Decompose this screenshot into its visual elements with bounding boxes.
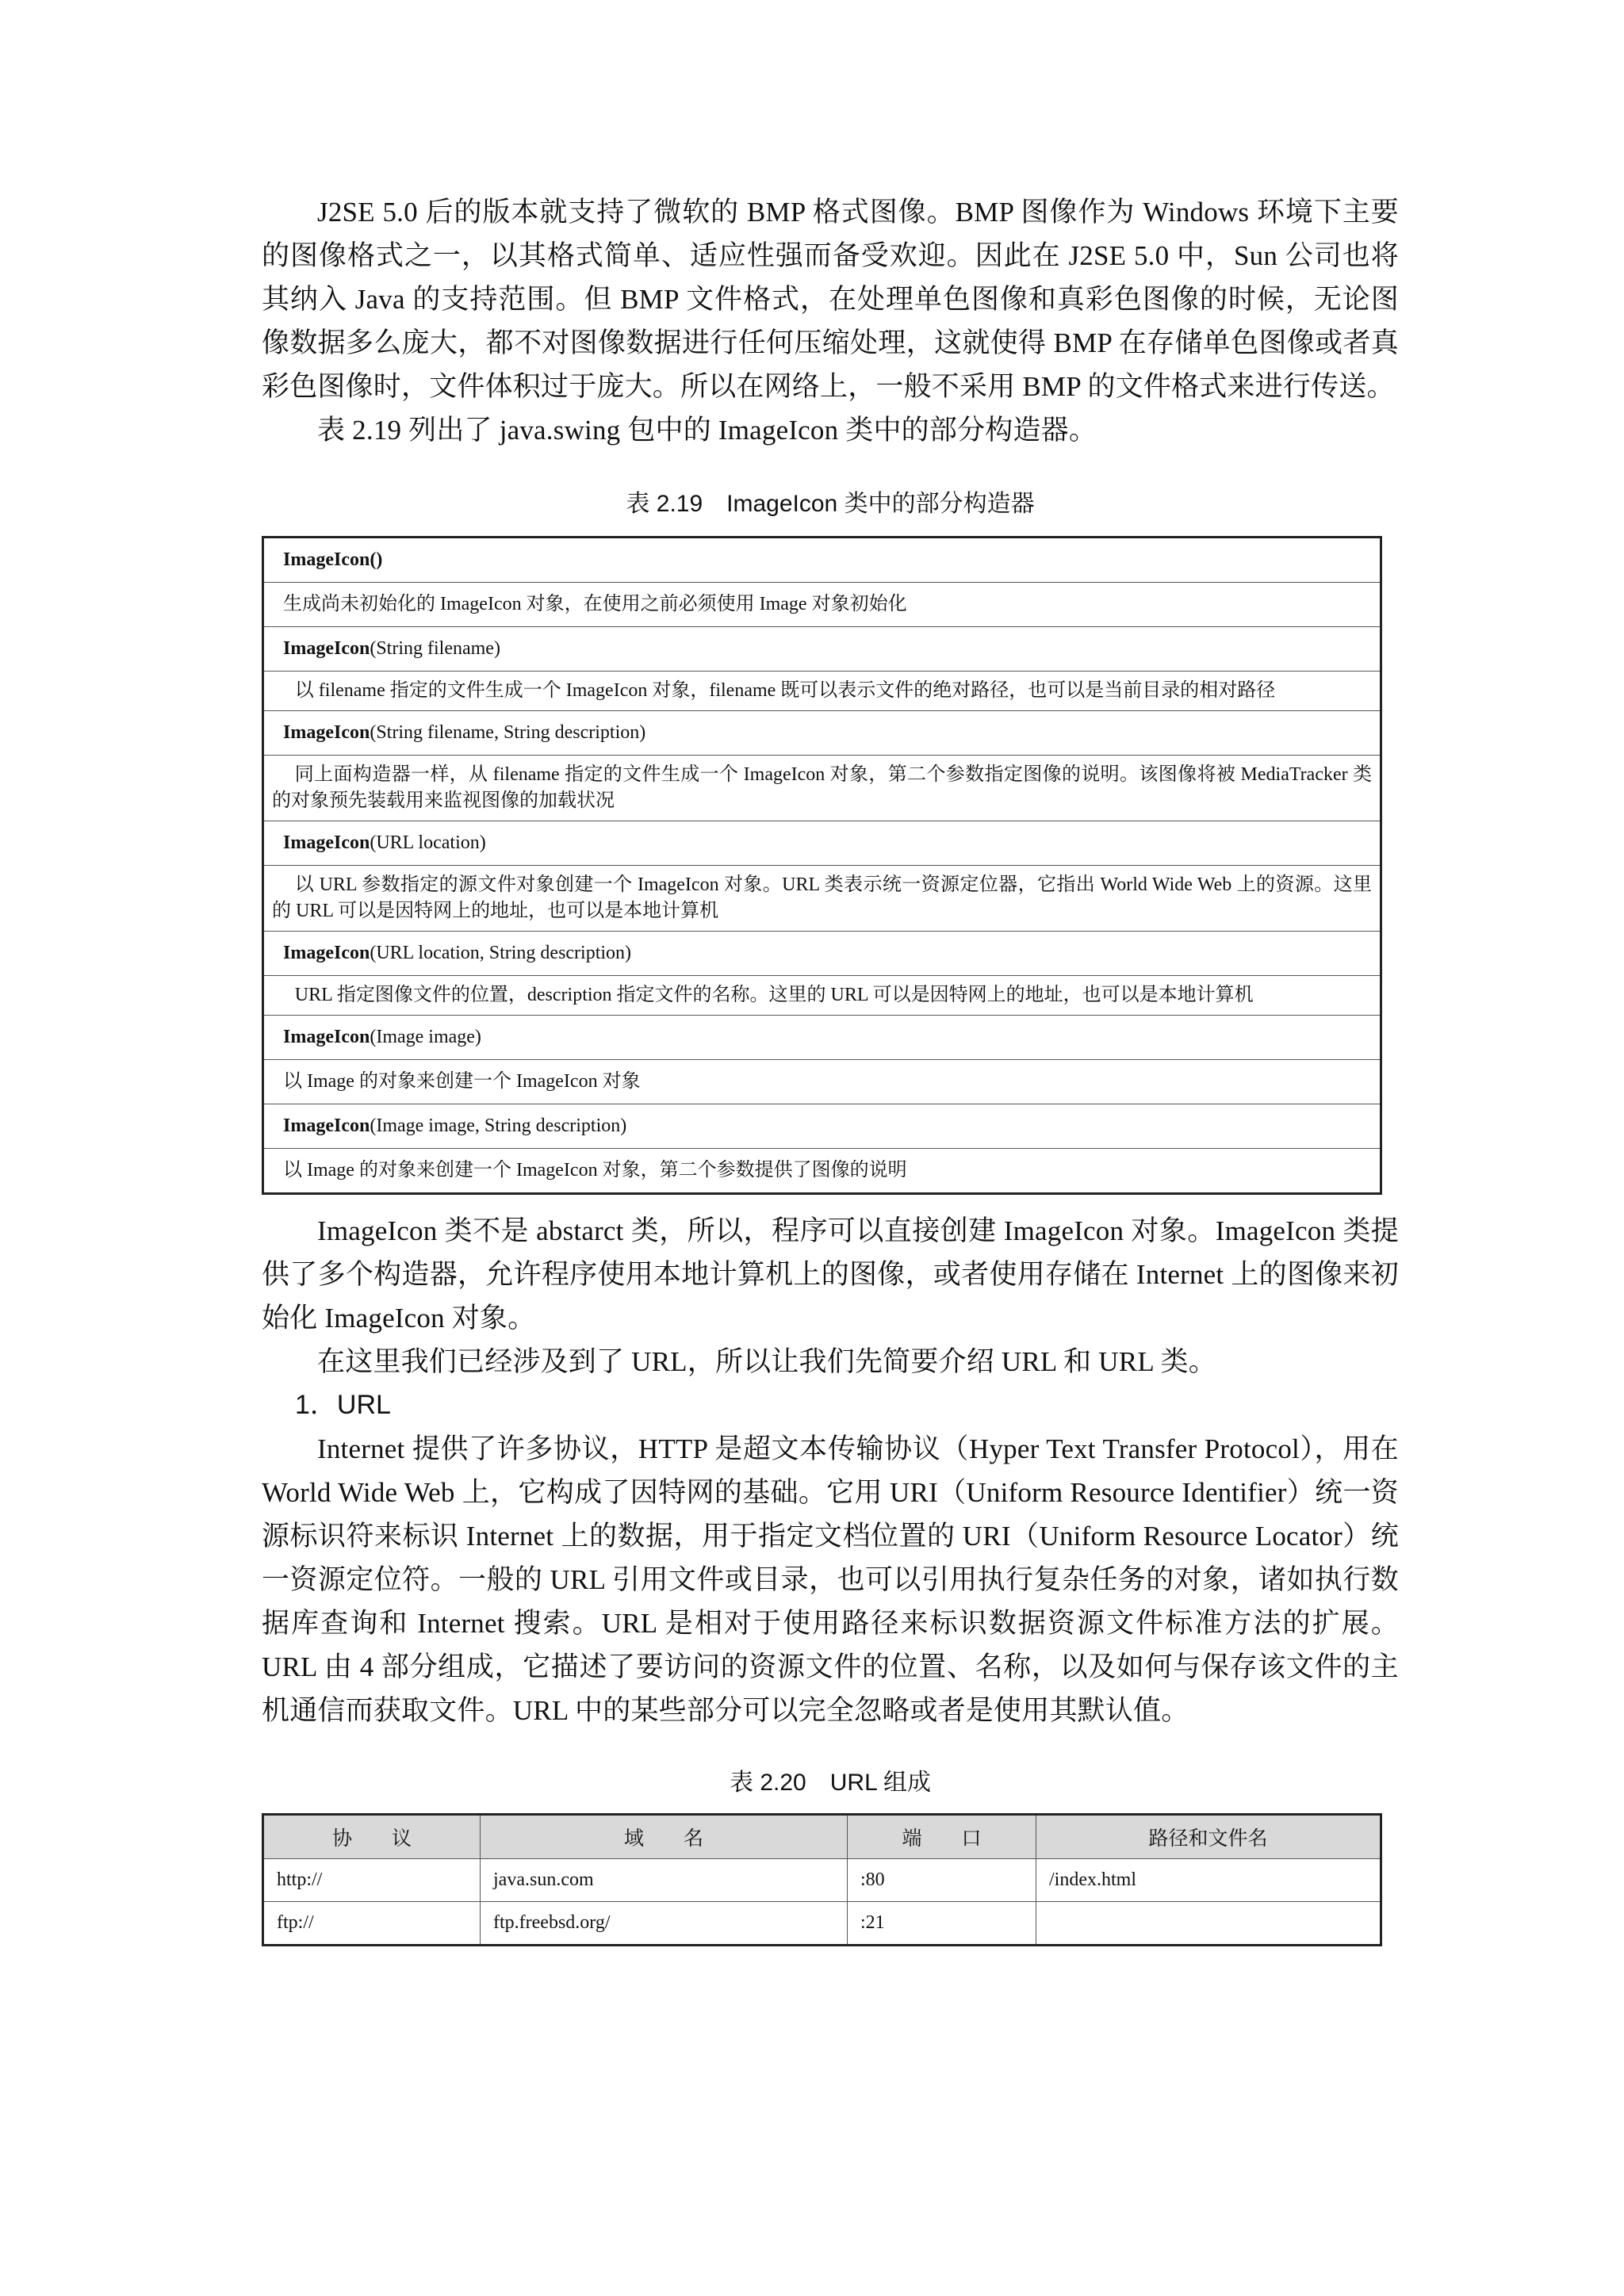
table-row: [263, 583, 1381, 627]
constructor-signature: [263, 627, 1381, 672]
constructor-params: (Image image, String description): [370, 1115, 627, 1136]
constructor-signature: [263, 711, 1381, 756]
table-row: [263, 1104, 1381, 1149]
table-cell: java.sun.com: [481, 1859, 848, 1902]
table-row: [263, 1060, 1381, 1104]
table-row: [263, 976, 1381, 1016]
constructor-table: [262, 536, 1382, 1195]
constructor-name: ImageIcon: [283, 1027, 370, 1047]
table-cell: ftp://: [263, 1902, 481, 1946]
constructor-params: (Image image): [370, 1027, 481, 1047]
header-protocol: 协 议: [263, 1815, 481, 1859]
constructor-name: ImageIcon: [283, 943, 370, 963]
table-row: [263, 821, 1381, 866]
table-cell: ftp.freebsd.org/: [481, 1902, 848, 1946]
table-cell: :21: [848, 1902, 1036, 1946]
table-cell: /index.html: [1036, 1859, 1381, 1902]
constructor-description: 以 Image 的对象来创建一个 ImageIcon 对象，第二个参数提供了图像的说明: [263, 1149, 1381, 1194]
table1-caption: 表 2.19 ImageIcon 类中的部分构造器: [626, 491, 1035, 517]
constructor-name: ImageIcon(): [283, 549, 383, 570]
paragraph-bmp: J2SE 5.0 后的版本就支持了微软的 BMP 格式图像。BMP 图像作为 Windows 环境下主要的图像格式之一，以其格式简单、适应性强而备受欢迎。因此在 J2SE 5.0 中，Sun 公司也将其纳入 Java 的支持范围。但 BMP 文件格式，在处理单色图像和真彩色图像的时候，无论图像数据多么庞大，都不对图像数据进行任何压缩处理，这就使得 BMP 在存储单色图像或者真彩色图像时，文件体积过于庞大。所以在网络上，一般不采用 BMP 的文件格式来进行传送。: [262, 197, 1399, 402]
constructor-description: 以 Image 的对象来创建一个 ImageIcon 对象: [263, 1060, 1381, 1104]
constructor-params: (URL location, String description): [370, 943, 632, 963]
constructor-description: URL 指定图像文件的位置，description 指定文件的名称。这里的 URL 可以是因特网上的地址，也可以是本地计算机: [263, 976, 1381, 1016]
table-row: [263, 538, 1381, 583]
paragraph-url: Internet 提供了许多协议，HTTP 是超文本传输协议（Hyper Text Transfer Protocol），用在 World Wide Web 上，它构成了因特网的基础。它用 URI（Uniform Resource Identifier）统一资源标识符来标识 Internet 上的数据，用于指定文档位置的 URI（Uniform Resource Locator）统一资源定位符。一般的 URL 引用文件或目录，也可以引用执行复杂任务的对象，诸如执行数据库查询和 Internet 搜索。URL 是相对于使用路径来标识数据资源文件标准方法的扩展。URL 由 4 部分组成，它描述了要访问的资源文件的位置、名称，以及如何与保存该文件的主机通信而获取文件。URL 中的某些部分可以完全忽略或者是使用其默认值。: [262, 1433, 1399, 1726]
header-path: 路径和文件名: [1036, 1815, 1381, 1859]
constructor-signature: [263, 1104, 1381, 1149]
constructor-name: ImageIcon: [283, 832, 370, 853]
constructor-description: 同上面构造器一样，从 filename 指定的文件生成一个 ImageIcon 对象，第二个参数指定图像的说明。该图像将被 MediaTracker 类的对象预先装载用来监视图像的加载状况: [263, 756, 1381, 821]
table-cell: :80: [848, 1859, 1036, 1902]
table-row: [263, 672, 1381, 711]
table-row: [263, 1859, 1381, 1902]
table-row: [263, 756, 1381, 821]
constructor-params: (String filename): [370, 638, 500, 659]
document-page: [262, 190, 1399, 1946]
constructor-signature: [263, 538, 1381, 583]
paragraph-table-intro: 表 2.19 列出了 java.swing 包中的 ImageIcon 类中的部分构造器。: [317, 415, 1097, 446]
paragraph-url-intro: 在这里我们已经涉及到了 URL，所以让我们先简要介绍 URL 和 URL 类。: [317, 1346, 1216, 1377]
constructor-signature: [263, 932, 1381, 976]
header-domain: 域 名: [481, 1815, 848, 1859]
table-row: [263, 627, 1381, 672]
table-cell: [1036, 1902, 1381, 1946]
table-row: [263, 1016, 1381, 1060]
constructor-params: (URL location): [370, 832, 486, 853]
table-row: [263, 932, 1381, 976]
paragraph-imageicon: ImageIcon 类不是 abstarct 类，所以，程序可以直接创建 ImageIcon 对象。ImageIcon 类提供了多个构造器，允许程序使用本地计算机上的图像，或者使用存储在 Internet 上的图像来初始化 ImageIcon 对象。: [262, 1215, 1399, 1334]
table-row: [263, 866, 1381, 932]
constructor-name: ImageIcon: [283, 722, 370, 743]
url-table-header-row: [263, 1815, 1381, 1859]
constructor-description: 生成尚未初始化的 ImageIcon 对象，在使用之前必须使用 Image 对象初始化: [263, 583, 1381, 627]
url-table: [262, 1813, 1382, 1946]
table2-caption: 表 2.20 URL 组成: [730, 1770, 931, 1796]
table-row: [263, 1902, 1381, 1946]
constructor-params: (String filename, String description): [370, 722, 646, 743]
constructor-signature: [263, 1016, 1381, 1060]
constructor-name: ImageIcon: [283, 638, 370, 659]
constructor-description: 以 filename 指定的文件生成一个 ImageIcon 对象，filename 既可以表示文件的绝对路径，也可以是当前目录的相对路径: [263, 672, 1381, 711]
header-port: 端 口: [848, 1815, 1036, 1859]
table-row: [263, 711, 1381, 756]
table-cell: http://: [263, 1859, 481, 1902]
constructor-signature: [263, 821, 1381, 866]
section-heading-url: 1．URL: [295, 1390, 391, 1420]
constructor-name: ImageIcon: [283, 1115, 370, 1136]
table-row: [263, 1149, 1381, 1194]
constructor-description: 以 URL 参数指定的源文件对象创建一个 ImageIcon 对象。URL 类表示统一资源定位器，它指出 World Wide Web 上的资源。这里的 URL 可以是因特网上的地址，也可以是本地计算机: [263, 866, 1381, 932]
